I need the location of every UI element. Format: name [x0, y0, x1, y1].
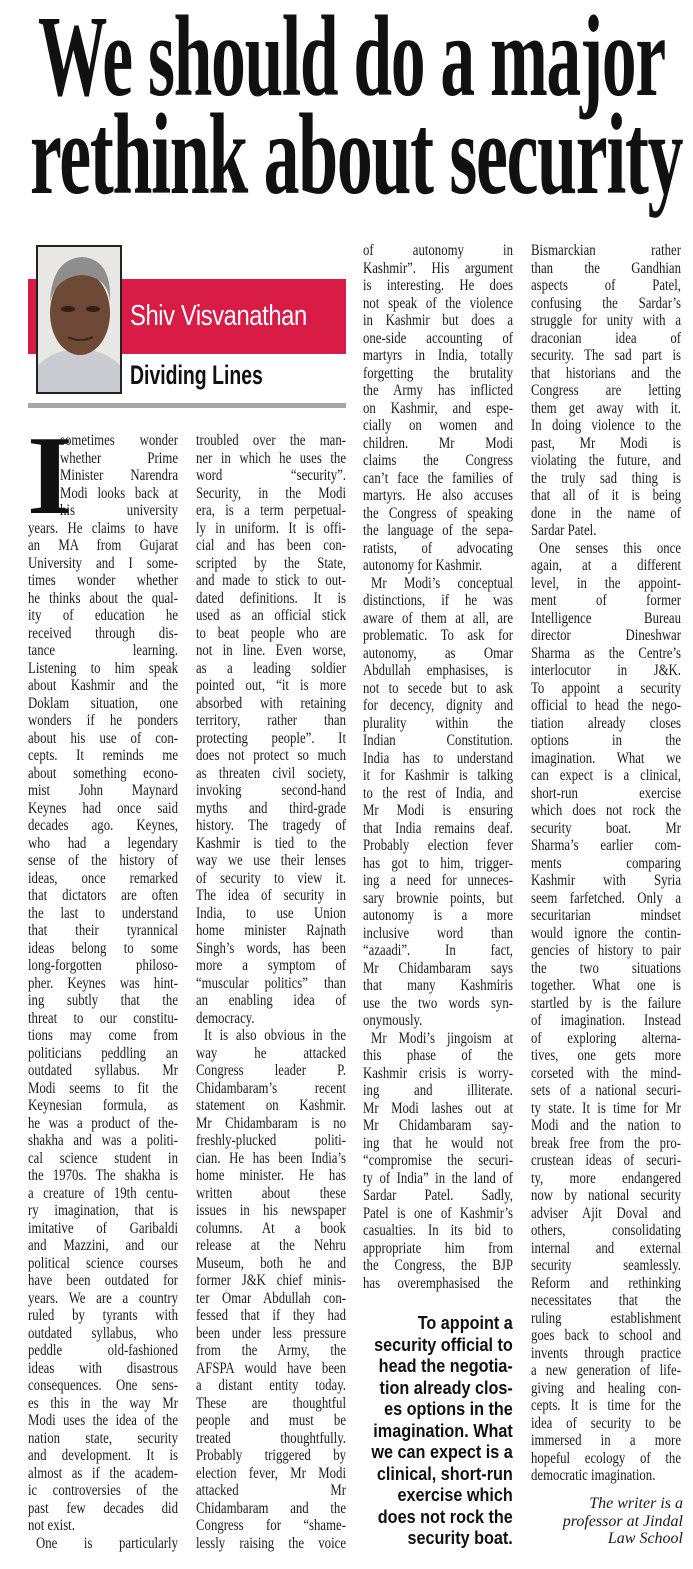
text-line: Sharma’s earlier com-	[531, 837, 681, 854]
text-line: Modi looks back at	[60, 484, 178, 502]
text-line: Intelligence Bureau	[531, 609, 681, 627]
text-line: AFSPA would have been	[196, 1359, 346, 1377]
text-line: fessed that if they had	[196, 1307, 346, 1324]
text-line: tiation already closes	[531, 714, 681, 732]
text-line: decades ago. Keynes,	[28, 817, 178, 834]
text-line: necessitates that the	[531, 1292, 681, 1309]
text-line: aspects of Patel,	[531, 277, 681, 294]
text-line: of exploring alterna-	[531, 1029, 681, 1047]
text-line: era, is a term perpetual-	[196, 502, 346, 519]
text-line: autonomy for Kashmir.	[363, 557, 483, 574]
text-line: Congress leader P.	[196, 1062, 346, 1079]
text-line: Probably election fever	[363, 837, 513, 854]
text-line: Kashmir crisis is worry-	[363, 1064, 513, 1082]
text-line: home minister Rajnath	[196, 922, 346, 939]
text-line: Security, in the Modi	[196, 484, 346, 502]
text-line: that many Kashmiris	[363, 977, 513, 994]
drop-cap: I	[27, 414, 73, 538]
text-line: that all of it is being	[531, 487, 681, 504]
text-line: to the rest of India, and	[363, 784, 513, 802]
text-line: Minister Narendra	[60, 467, 178, 484]
text-line: Patel is one of Kashmir’s	[363, 1204, 513, 1222]
text-line: Modi and the nation to	[531, 1117, 681, 1134]
text-line: nation state, security	[28, 1429, 178, 1447]
text-line: cepts. It reminds me	[28, 747, 178, 764]
text-line: To appoint a security	[531, 679, 681, 697]
text-line: this phase of the	[363, 1047, 513, 1064]
text-line: way he attacked	[196, 1044, 346, 1062]
text-line: Listening to him speak	[28, 659, 178, 677]
text-line: Sardar Patel.	[531, 522, 597, 539]
text-line: not to secede but to ask	[363, 679, 513, 697]
text-line: struggle for unity with a	[531, 312, 681, 329]
text-line: way we use their lenses	[196, 852, 346, 869]
pull-quote-line: es options in the	[384, 1399, 513, 1419]
text-line: has got to him, trigger-	[363, 854, 513, 872]
text-line: again, at a different	[531, 557, 681, 574]
text-line: can’t face the families of	[363, 469, 513, 487]
text-line: crustean ideas of securi-	[531, 1152, 681, 1169]
text-line: treated thoughtfully.	[196, 1429, 346, 1447]
writer-note-line: Law School	[607, 1530, 683, 1547]
writer-note	[520, 1495, 683, 1548]
text-line: to beat people who are	[196, 624, 346, 642]
text-line: short-run exercise	[531, 784, 681, 802]
text-line: dated definitions. It is	[196, 589, 346, 607]
text-line: that dictators are often	[28, 887, 178, 904]
text-line: release at the Nehru	[196, 1237, 346, 1254]
text-line: years. He claims to have	[28, 519, 178, 537]
text-line: consequences. One sens-	[28, 1377, 178, 1394]
text-line: ideas with disastrous	[28, 1359, 178, 1377]
text-line: India has to understand	[363, 749, 513, 767]
article-column-1	[28, 432, 178, 1552]
text-line: that their tyrannical	[28, 922, 178, 939]
text-line: can expect is a clinical,	[531, 767, 681, 784]
text-line: Singh’s words, has been	[196, 939, 346, 957]
article-column-2	[196, 432, 346, 1552]
text-line: ideas, once remarked	[28, 869, 178, 887]
text-line: ner in which he uses the	[196, 449, 346, 467]
text-line: peddle old-fashioned	[28, 1342, 178, 1359]
writer-note-line: The writer is a	[589, 1495, 683, 1512]
text-line: for decency, dignity and	[363, 697, 513, 714]
text-line: lessly raising the voice	[196, 1534, 346, 1552]
text-line: together. What one is	[531, 977, 681, 994]
text-line: does not protect so much	[196, 747, 346, 764]
text-line: ments comparing	[531, 854, 681, 872]
text-line: election fever, Mr Modi	[196, 1464, 346, 1482]
pull-quote-line: security boat.	[407, 1528, 513, 1548]
text-line: break free from the pro-	[531, 1134, 681, 1152]
text-line: of autonomy in	[363, 242, 513, 259]
text-line: as a leading soldier	[196, 659, 346, 677]
text-line: now by national security	[531, 1187, 681, 1204]
text-line: sary brownie points, but	[363, 889, 513, 907]
text-line: imitative of Garibaldi	[28, 1219, 178, 1237]
text-line: in Kashmir but does a	[363, 312, 513, 329]
text-line: he thinks about the qual-	[28, 589, 178, 607]
text-line: almost as if the academ-	[28, 1464, 178, 1482]
text-line: internal and external	[531, 1239, 681, 1257]
text-line: distinctions, if he was	[363, 592, 513, 609]
text-line: others, consolidating	[531, 1222, 681, 1239]
pull-quote-line: security official to	[374, 1334, 513, 1355]
text-line: Kashmir is tied to the	[196, 834, 346, 852]
text-line: territory, rather than	[196, 712, 346, 729]
text-line: threat to our constitu-	[28, 1009, 178, 1027]
text-line: and Mazzini, and our	[28, 1237, 178, 1254]
text-line: giving and healing con-	[531, 1379, 681, 1397]
text-line: Congress for “shame-	[196, 1517, 346, 1534]
text-line: security seamlessly.	[531, 1257, 681, 1274]
text-line: than the Gandhian	[531, 259, 681, 277]
text-line: ity of education he	[28, 607, 178, 624]
text-line: interlocutor in J&K.	[531, 662, 681, 679]
text-line: the Congress, the BJP	[363, 1257, 513, 1274]
text-line: cial and has been con-	[196, 537, 346, 554]
text-line: “compromise the securi-	[363, 1152, 513, 1169]
text-line: Keynes had once said	[28, 799, 178, 817]
text-line: onymously.	[363, 1012, 423, 1029]
writer-note-line: professor at Jindal	[562, 1512, 683, 1530]
text-line: Abdullah emphasises, is	[363, 662, 513, 679]
text-line: shakha and was a politi-	[28, 1132, 178, 1149]
text-line: inclusive word than	[363, 924, 513, 942]
text-line: not speak of the violence	[363, 294, 513, 312]
text-line: an MA from Gujarat	[28, 537, 178, 554]
text-line: home minister. He has	[196, 1167, 346, 1184]
text-line: Indian Constitution.	[363, 732, 513, 749]
text-line: democracy.	[196, 1009, 255, 1027]
text-line: scripted by the State,	[196, 554, 346, 572]
text-line: which does not rock the	[531, 802, 681, 819]
pull-quote	[340, 1313, 513, 1550]
text-line: ruled by tyrants with	[28, 1307, 178, 1324]
text-line: that historians and the	[531, 364, 681, 382]
text-line: ty of India” in the land of	[363, 1169, 513, 1187]
text-line: politicians peddling an	[28, 1044, 178, 1062]
text-line: idea of security to be	[531, 1414, 681, 1432]
pull-quote-line: To appoint a	[417, 1313, 513, 1333]
text-line: it for Kashmir is talking	[363, 767, 513, 784]
text-line: attacked Mr	[196, 1482, 346, 1499]
text-line: Doklam situation, one	[28, 694, 178, 712]
text-line: tives, one gets more	[531, 1047, 681, 1064]
text-line: claims the Congress	[363, 452, 513, 469]
text-line: ideas belong to some	[28, 939, 178, 957]
text-line: the Congress of speaking	[363, 504, 513, 522]
text-line: pher. Keynes was hint-	[28, 974, 178, 992]
pull-quote-line: clinical, short-run	[376, 1463, 513, 1484]
text-line: sense of the history of	[28, 852, 178, 869]
text-line: he was a product of the-	[28, 1114, 178, 1132]
text-line: Modi seems to fit the	[28, 1079, 178, 1097]
text-line: issues in his newspaper	[196, 1202, 346, 1219]
text-line: problematic. To ask for	[363, 627, 513, 644]
text-line: of imagination. Instead	[531, 1012, 681, 1029]
text-line: ing subtly that the	[28, 992, 178, 1009]
text-line: on Kashmir, and espe-	[363, 399, 513, 417]
text-line: as threaten civil society,	[196, 764, 346, 782]
text-line: tance learning.	[28, 642, 178, 659]
text-line: violating the future, and	[531, 452, 681, 469]
text-line: The idea of security in	[196, 887, 346, 904]
text-line: columns. At a book	[196, 1219, 346, 1237]
text-line: confusing the Sardar’s	[531, 294, 681, 312]
text-line: absorbed with retaining	[196, 694, 346, 712]
text-line: Museum, both he and	[196, 1254, 346, 1272]
text-line: In doing violence to the	[531, 417, 681, 434]
text-line: Chidambaram and the	[196, 1499, 346, 1517]
text-line: Mr Chidambaram is no	[196, 1114, 346, 1132]
text-line: cian. He has been India’s	[196, 1149, 346, 1167]
text-line: Bismarckian rather	[531, 242, 681, 259]
text-line: more a symptom of	[196, 957, 346, 974]
text-line: Chidambaram’s recent	[196, 1079, 346, 1097]
text-line: It is also obvious in the	[204, 1027, 346, 1044]
text-line: hopeful ecology of the	[531, 1449, 681, 1467]
text-line: cially on women and	[363, 417, 513, 434]
text-line: imagination. What we	[531, 749, 681, 767]
text-line: Mr Chidambaram says	[363, 959, 513, 977]
text-line: has overemphasised the	[363, 1274, 513, 1292]
text-line: ic controversies of the	[28, 1482, 178, 1499]
text-line: corseted with the mind-	[531, 1064, 681, 1082]
text-line: a creature of 19th centu-	[28, 1184, 178, 1202]
text-line: not exist.	[28, 1517, 75, 1534]
text-line: who had a legendary	[28, 834, 178, 852]
text-line: the language of the sepa-	[363, 522, 513, 539]
text-line: seem farfetched. Only a	[531, 889, 681, 907]
text-line: sometimes wonder	[60, 432, 178, 449]
text-line: Keynesian formula, as	[28, 1097, 178, 1114]
headline-line-2: rethink about security	[30, 91, 683, 218]
column-name: Dividing Lines	[130, 360, 263, 390]
text-line: director Dineshwar	[531, 627, 681, 644]
text-line: outdated syllabus, who	[28, 1324, 178, 1342]
pull-quote-line: we can expect is a	[371, 1442, 513, 1462]
text-line: about his use of con-	[28, 729, 178, 747]
text-line: ty, more endangered	[531, 1169, 681, 1187]
text-line: ing that he would not	[363, 1134, 513, 1152]
text-line: martyrs in India, totally	[363, 347, 513, 364]
text-line: outdated syllabus. Mr	[28, 1062, 178, 1079]
text-line: children. Mr Modi	[363, 434, 513, 452]
headline-line-1: We should do a major	[38, 0, 665, 120]
text-line: ing and illiterate.	[363, 1082, 513, 1099]
text-line: the two situations	[531, 959, 681, 977]
text-line: long-forgotten philoso-	[28, 957, 178, 974]
text-line: the 1970s. The shakha is	[28, 1167, 178, 1184]
text-line: Mr Chidambaram say-	[363, 1117, 513, 1134]
text-line: about something econo-	[28, 764, 178, 782]
text-line: security. The sad part is	[531, 347, 681, 364]
text-line: years. We are a country	[28, 1289, 178, 1307]
text-line: not in line. Even worse,	[196, 642, 346, 659]
text-line: Modi uses the idea of the	[28, 1412, 178, 1429]
text-line: history. The tragedy of	[196, 817, 346, 834]
text-line: Reform and rethinking	[531, 1274, 681, 1292]
text-line: people and must be	[196, 1412, 346, 1429]
text-line: the truly sad thing is	[531, 469, 681, 487]
text-line: done in the name of	[531, 504, 681, 522]
text-line: protecting people”. It	[196, 729, 346, 747]
article-column-4	[531, 242, 681, 1485]
text-line: autonomy, as Omar	[363, 644, 513, 662]
pull-quote-line: tion already clos-	[379, 1377, 513, 1398]
divider-rule	[28, 403, 346, 408]
text-line: security boat. Mr	[531, 819, 681, 837]
text-line: and development. It is	[28, 1447, 178, 1464]
text-line: Kashmir”. His argument	[363, 259, 513, 277]
text-line: Mr Modi’s conceptual	[371, 574, 513, 592]
text-line: invoking second-hand	[196, 782, 346, 799]
text-line: plurality within the	[363, 714, 513, 732]
text-line: appropriate him from	[363, 1239, 513, 1257]
text-line: past few decades did	[28, 1499, 178, 1517]
text-line: them get away with it.	[531, 399, 681, 417]
text-line: the last to understand	[28, 904, 178, 922]
text-line: times wonder whether	[28, 572, 178, 589]
text-line: Mr Modi’s jingoism at	[371, 1029, 513, 1047]
text-line: wonders if he ponders	[28, 712, 178, 729]
pull-quote-line: imagination. What	[373, 1420, 513, 1441]
text-line: ly in uniform. It is offi-	[196, 519, 346, 537]
text-line: Kashmir with Syria	[531, 872, 681, 889]
pull-quote-line: does not rock the	[377, 1506, 513, 1527]
text-line: would ignore the contin-	[531, 924, 681, 942]
text-line: invents through practice	[531, 1344, 681, 1362]
text-line: es this in the way Mr	[28, 1394, 178, 1412]
text-line: sets of a national securi-	[531, 1082, 681, 1099]
text-line: Probably triggered by	[196, 1447, 346, 1464]
text-line: Mr Modi is ensuring	[363, 802, 513, 819]
text-line: Sharma as the Centre’s	[531, 644, 681, 662]
text-line: securitarian mindset	[531, 907, 681, 924]
text-line: startled by is the failure	[531, 994, 681, 1012]
text-line: used as an official stick	[196, 607, 346, 624]
text-line: cepts. It is time for the	[531, 1397, 681, 1414]
text-line: that India remains deaf.	[363, 819, 513, 837]
pull-quote-line: exercise which	[397, 1485, 513, 1505]
text-line: aware of them at all, are	[363, 609, 513, 627]
text-line: forgetting the brutality	[363, 364, 513, 382]
text-line: Mr Modi lashes out at	[363, 1099, 513, 1117]
text-line: from the Army, the	[196, 1342, 346, 1359]
text-line: political science courses	[28, 1254, 178, 1272]
text-line: “muscular politics” than	[196, 974, 346, 992]
text-line: draconian idea of	[531, 329, 681, 347]
author-photo	[36, 245, 122, 394]
text-line: past, Mr Modi is	[531, 434, 681, 452]
text-line: an enabling idea of	[196, 992, 346, 1009]
text-line: a distant entity today.	[196, 1377, 346, 1394]
text-line: ry imagination, that is	[28, 1202, 178, 1219]
text-line: pointed out, “it is more	[196, 677, 346, 694]
text-line: These are thoughtful	[196, 1394, 346, 1412]
text-line: his university	[60, 502, 178, 519]
text-line: ruling establishment	[531, 1309, 681, 1327]
text-line: whether Prime	[60, 449, 178, 467]
text-line: adviser Ajit Doval and	[531, 1204, 681, 1222]
text-line: “azaadi”. In fact,	[363, 942, 513, 959]
text-line: autonomy is a more	[363, 907, 513, 924]
text-line: word “security”.	[196, 467, 346, 484]
text-line: is interesting. He does	[363, 277, 513, 294]
text-line: tions may come from	[28, 1027, 178, 1044]
text-line: freshly-plucked politi-	[196, 1132, 346, 1149]
author-name: Shiv Visvanathan	[130, 300, 307, 332]
text-line: One senses this once	[539, 539, 681, 557]
text-line: been under less pressure	[196, 1324, 346, 1342]
text-line: received through dis-	[28, 624, 178, 642]
text-line: former J&K chief minis-	[196, 1272, 346, 1289]
text-line: casualties. In its bid to	[363, 1222, 513, 1239]
text-line: University and I some-	[28, 554, 178, 572]
text-line: one-side accounting of	[363, 329, 513, 347]
text-line: ter Omar Abdullah con-	[196, 1289, 346, 1307]
article-column-3	[363, 242, 513, 1292]
text-line: democratic imagination.	[531, 1467, 656, 1484]
text-line: martyrs. He also accuses	[363, 487, 513, 504]
text-line: gencies of history to pair	[531, 942, 681, 959]
text-line: ratists, of advocating	[363, 539, 513, 557]
text-line: cal science student in	[28, 1149, 178, 1167]
text-line: statement on Kashmir.	[196, 1097, 346, 1114]
text-line: mist John Maynard	[28, 782, 178, 799]
text-line: India, to use Union	[196, 904, 346, 922]
text-line: level, in the appoint-	[531, 574, 681, 592]
text-line: a new generation of life-	[531, 1362, 681, 1379]
text-line: goes back to school and	[531, 1327, 681, 1344]
text-line: ty state. It is time for Mr	[531, 1099, 681, 1117]
text-line: have been outdated for	[28, 1272, 178, 1289]
text-line: the Army has inflicted	[363, 382, 513, 399]
text-line: and made to stick to out-	[196, 572, 346, 589]
text-line: official to head the nego-	[531, 697, 681, 714]
text-line: Congress are letting	[531, 382, 681, 399]
text-line: Sardar Patel. Sadly,	[363, 1187, 513, 1204]
text-line: One is particularly	[36, 1534, 178, 1552]
text-line: of security to view it.	[196, 869, 346, 887]
text-line: use the two words syn-	[363, 994, 513, 1012]
text-line: myths and third-grade	[196, 799, 346, 817]
text-line: options in the	[531, 732, 681, 749]
text-line: ing a need for unneces-	[363, 872, 513, 889]
text-line: immersed in a more	[531, 1432, 681, 1449]
text-line: ment of former	[531, 592, 681, 609]
text-line: written about these	[196, 1184, 346, 1202]
author-portrait-icon	[38, 247, 120, 392]
text-line: about Kashmir and the	[28, 677, 178, 694]
text-line: troubled over the man-	[196, 432, 346, 449]
pull-quote-line: head the negotia-	[378, 1356, 513, 1376]
